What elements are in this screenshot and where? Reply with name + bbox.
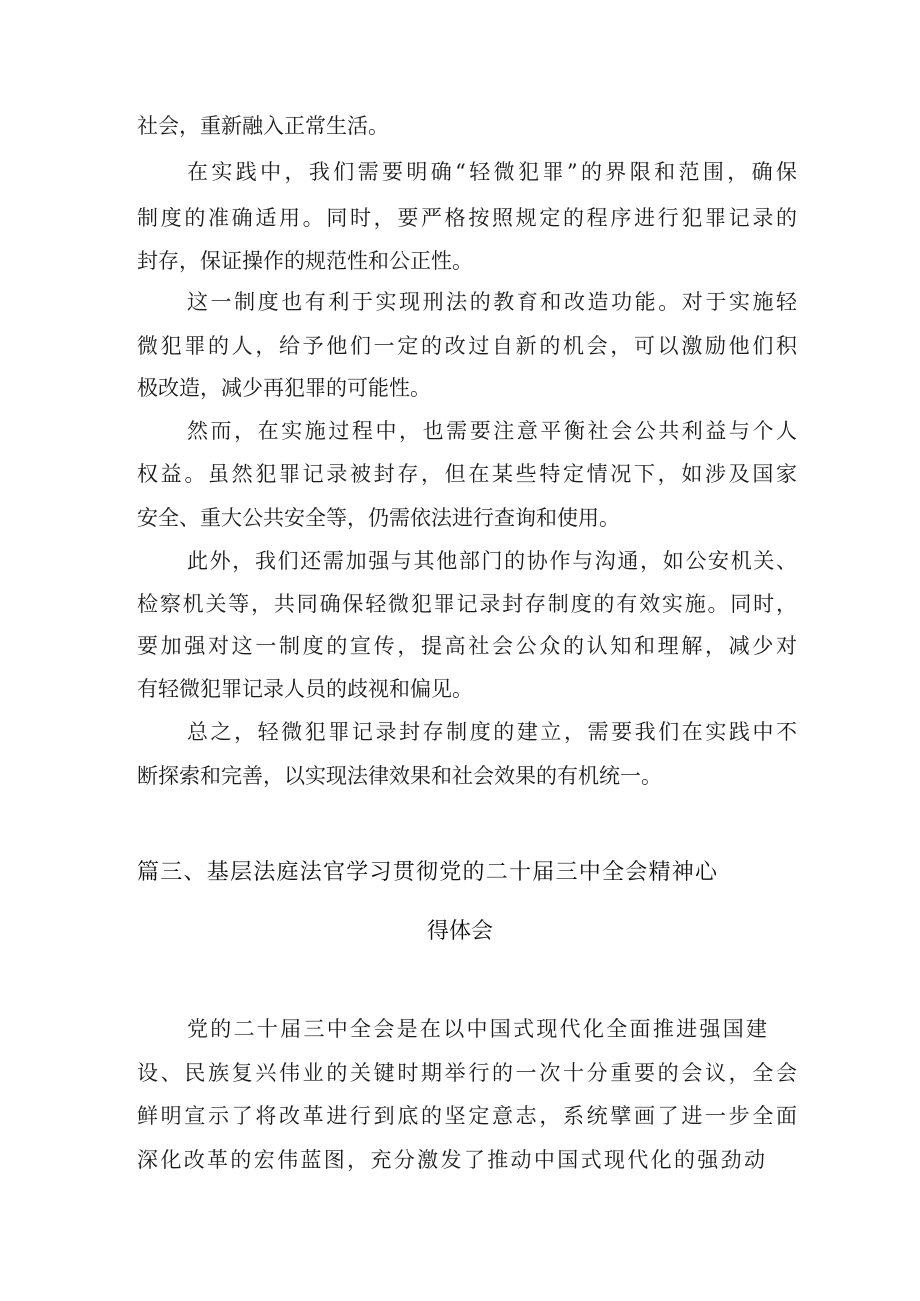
text-line: 制度的准确适用。同时，要严格按照规定的程序进行犯罪记录的	[137, 206, 797, 230]
text-line: 封存，保证操作的规范性和公正性。	[137, 249, 473, 273]
text-line: 有轻微犯罪记录人员的歧视和偏见。	[137, 677, 473, 701]
text-line: 在实践中，我们需要明确“轻微犯罪”的界限和范围，确保	[187, 160, 797, 184]
text-line: 此外，我们还需加强与其他部门的协作与沟通，如公安机关、	[187, 549, 797, 573]
text-line: 深化改革的宏伟蓝图，充分激发了推动中国式现代化的强劲动	[137, 1148, 765, 1172]
text-line: 总之，轻微犯罪记录封存制度的建立，需要我们在实践中不	[187, 720, 797, 744]
text-line: 极改造，减少再犯罪的可能性。	[137, 376, 431, 400]
text-line: 安全、重大公共安全等，仍需依法进行查询和使用。	[137, 506, 620, 530]
text-line: 社会，重新融入正常生活。	[137, 114, 389, 138]
text-line: 微犯罪的人，给予他们一定的改过自新的机会，可以激励他们积	[137, 334, 797, 358]
text-line: 这一制度也有利于实现刑法的教育和改造功能。对于实施轻	[187, 290, 797, 314]
section-title-line-1: 篇三、基层法庭法官学习贯彻党的二十届三中全会精神心	[137, 860, 717, 885]
text-line: 要加强对这一制度的宣传，提高社会公众的认知和理解，减少对	[137, 634, 797, 658]
text-line: 鲜明宣示了将改革进行到底的坚定意志，系统擘画了进一步全面	[137, 1104, 797, 1128]
text-line: 然而，在实施过程中，也需要注意平衡社会公共利益与个人	[187, 419, 797, 443]
text-line: 党的二十届三中全会是在以中国式现代化全面推进强国建	[187, 1017, 767, 1041]
text-line: 检察机关等，共同确保轻微犯罪记录封存制度的有效实施。同时，	[137, 592, 797, 616]
text-line: 权益。虽然犯罪记录被封存，但在某些特定情况下，如涉及国家	[137, 462, 797, 486]
text-line: 设、民族复兴伟业的关键时期举行的一次十分重要的会议，全会	[137, 1061, 797, 1085]
text-line: 断探索和完善，以实现法律效果和社会效果的有机统一。	[137, 764, 662, 788]
section-title-line-2: 得体会	[426, 919, 493, 944]
